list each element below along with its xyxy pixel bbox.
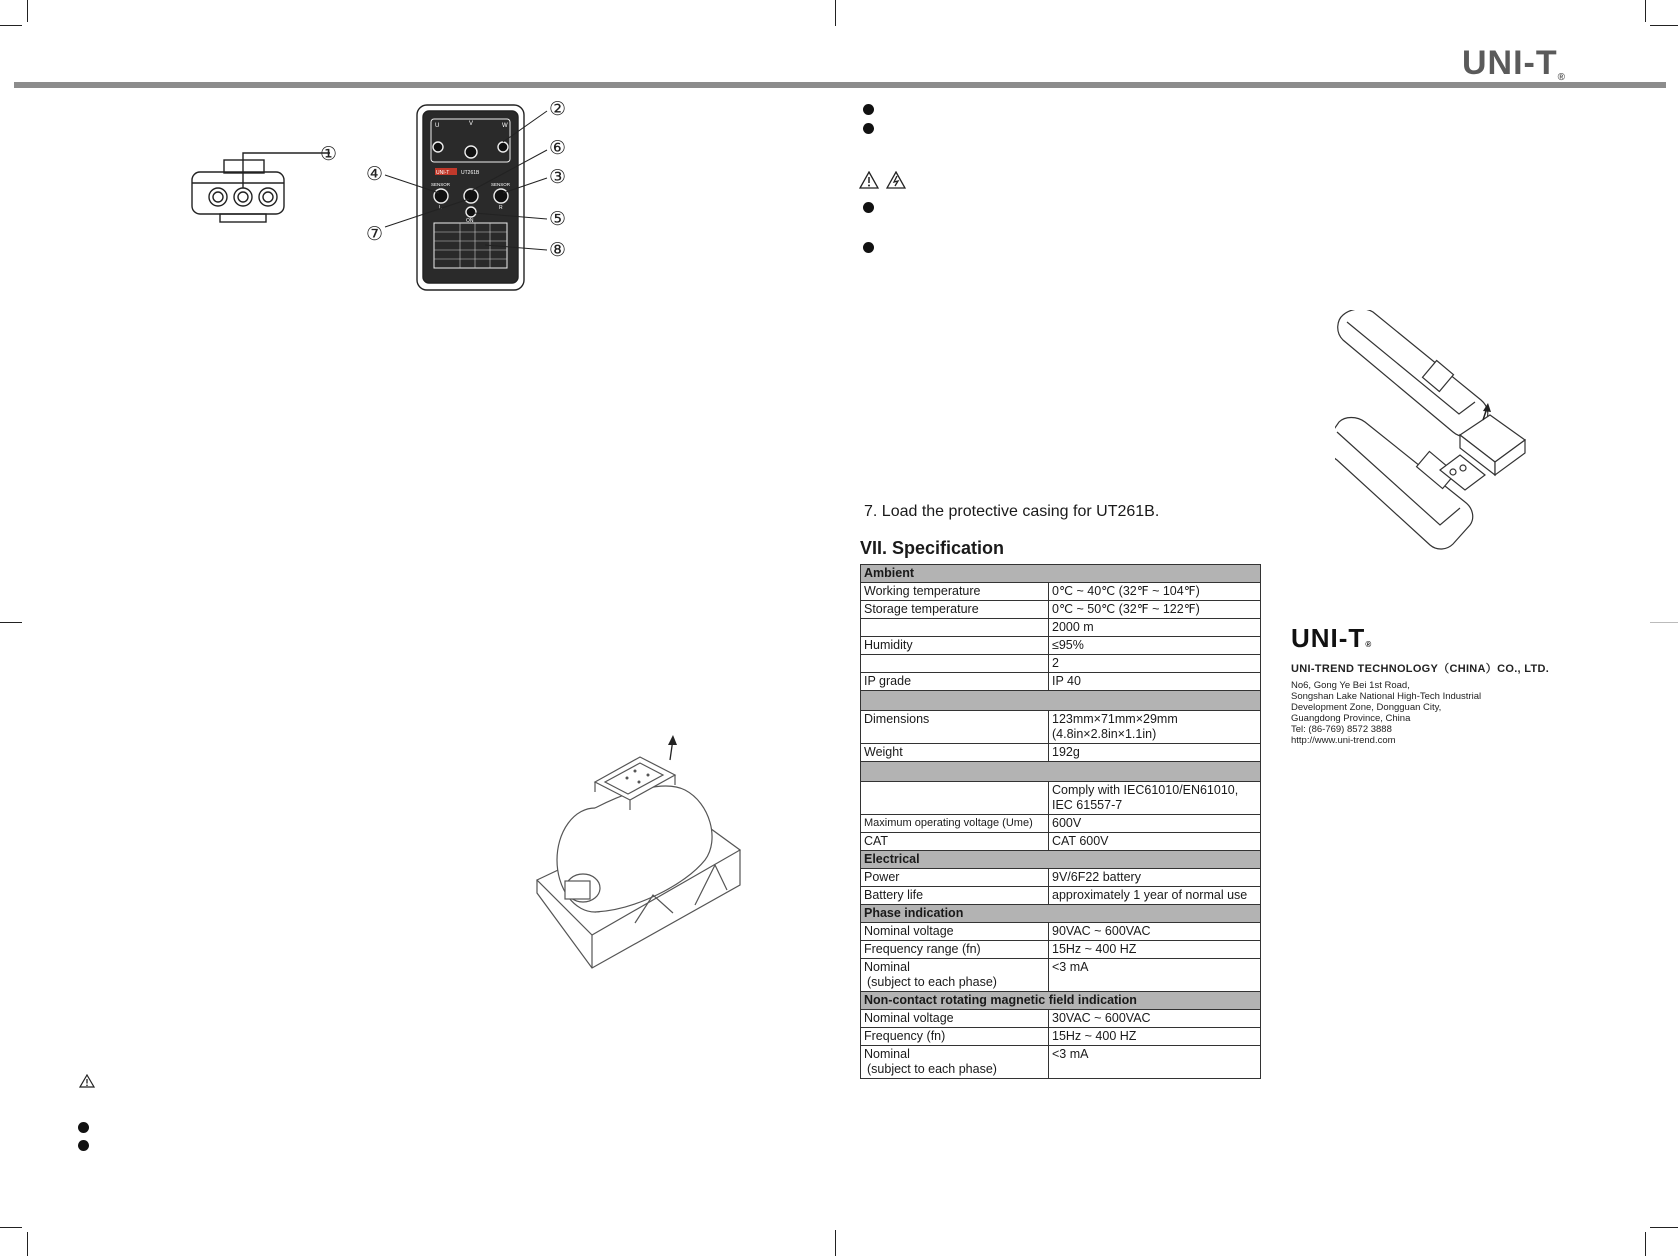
spec-label-text: IP grade	[864, 674, 912, 688]
svg-text:W: W	[502, 123, 508, 129]
spec-section-label: Phase indication	[861, 905, 1261, 923]
spec-value	[1049, 673, 1261, 691]
spec-value-text: 123mm×71mm×29mm	[1052, 712, 1178, 726]
crop-mark	[835, 0, 836, 26]
spec-value-text: approximately 1 year of normal use	[1052, 888, 1248, 902]
spec-value	[1049, 815, 1261, 833]
spec-section-header	[861, 905, 1261, 923]
spec-value-text: 2	[1052, 656, 1059, 670]
callout-1: ①	[320, 144, 338, 165]
crop-mark	[1650, 622, 1678, 623]
crop-mark	[27, 1232, 28, 1256]
callout-3: ③	[549, 167, 567, 188]
address-line: Development Zone, Dongguan City,	[1291, 702, 1442, 713]
company-info	[1291, 625, 1549, 746]
spec-table	[860, 564, 1261, 1079]
spec-value-text: 192g	[1052, 745, 1080, 759]
address-line: http://www.uni-trend.com	[1291, 735, 1396, 746]
spec-label-text: Nominal voltage	[864, 924, 954, 938]
spec-label-text: Maximum operating voltage (Ume)	[864, 817, 1033, 829]
crop-mark	[1645, 1232, 1646, 1256]
spec-label-text: Humidity	[864, 638, 913, 652]
spec-row	[861, 711, 1261, 744]
spec-label	[861, 923, 1049, 941]
spec-section-header	[861, 851, 1261, 869]
spec-section-label	[861, 762, 1261, 782]
bullet-point	[863, 104, 874, 115]
spec-value-text: 30VAC ~ 600VAC	[1052, 1011, 1151, 1025]
spec-value	[1049, 637, 1261, 655]
crop-mark	[27, 0, 28, 22]
spec-row	[861, 1010, 1261, 1028]
bullet-point	[78, 1122, 89, 1133]
svg-text:SENSOR: SENSOR	[491, 182, 511, 187]
spec-value-text: 0℃ ~ 40℃ (32℉ ~ 104℉)	[1052, 584, 1200, 598]
bullet-point	[78, 1140, 89, 1151]
spec-value-text: 0℃ ~ 50℃ (32℉ ~ 122℉)	[1052, 602, 1200, 616]
spec-section-label	[861, 691, 1261, 711]
spec-row	[861, 601, 1261, 619]
crop-mark	[0, 25, 22, 26]
spec-value-text: 9V/6F22 battery	[1052, 870, 1141, 884]
spec-section-header	[861, 691, 1261, 711]
spec-value	[1049, 959, 1261, 992]
warning-icon	[79, 1074, 95, 1088]
spec-section-header	[861, 565, 1261, 583]
spec-section-label: Non-contact rotating magnetic field indication	[861, 992, 1261, 1010]
spec-label	[861, 655, 1049, 673]
callout-6: ⑥	[549, 138, 567, 159]
spec-title: VII. Specification	[860, 538, 1005, 558]
spec-row	[861, 1046, 1261, 1079]
spec-value	[1049, 1010, 1261, 1028]
header-rule	[14, 82, 1666, 88]
spec-row	[861, 1028, 1261, 1046]
svg-text:SENSOR: SENSOR	[431, 182, 451, 187]
svg-text:V: V	[469, 121, 474, 127]
spec-label-note: (subject to each phase)	[867, 975, 997, 989]
spec-value	[1049, 1046, 1261, 1079]
svg-text:U: U	[435, 123, 440, 129]
spec-label	[861, 1028, 1049, 1046]
device-diagram	[185, 95, 585, 295]
warning-icon	[859, 171, 879, 189]
callout-7: ⑦	[366, 224, 384, 245]
spec-label	[861, 1046, 1049, 1079]
spec-value	[1049, 655, 1261, 673]
spec-value-text: (4.8in×2.8in×1.1in)	[1052, 727, 1157, 741]
spec-label-text: Nominal voltage	[864, 1011, 954, 1025]
spec-row	[861, 887, 1261, 905]
spec-label-text: Frequency range (fn)	[864, 942, 981, 956]
svg-text:UNI-T: UNI-T	[436, 170, 450, 176]
spec-row	[861, 673, 1261, 691]
tester-front-panel	[417, 105, 524, 290]
procedure-step-7: 7. Load the protective casing for UT261B.	[864, 503, 1160, 520]
high-voltage-icon	[886, 171, 906, 189]
bullet-point	[863, 123, 874, 134]
crop-mark	[1650, 25, 1678, 26]
spec-label	[861, 601, 1049, 619]
spec-value-text: IEC 61557-7	[1052, 798, 1123, 812]
company-address	[1291, 680, 1549, 746]
spec-value-text: 90VAC ~ 600VAC	[1052, 924, 1151, 938]
address-line: No6, Gong Ye Bei 1st Road,	[1291, 680, 1410, 691]
spec-label	[861, 959, 1049, 992]
spec-row	[861, 619, 1261, 637]
spec-row	[861, 923, 1261, 941]
company-logo: UNI-T®	[1291, 623, 1373, 653]
brand-logo: UNI-T®	[1462, 44, 1567, 83]
bullet-point	[863, 202, 874, 213]
spec-value	[1049, 833, 1261, 851]
spec-value	[1049, 711, 1261, 744]
spec-section-header	[861, 992, 1261, 1010]
callout-4: ④	[366, 164, 384, 185]
spec-value-text: 2000 m	[1052, 620, 1094, 634]
tester-top-view	[192, 153, 330, 222]
spec-row	[861, 941, 1261, 959]
spec-value-text: <3 mA	[1052, 960, 1089, 974]
spec-value	[1049, 601, 1261, 619]
spec-value-text: <3 mA	[1052, 1047, 1089, 1061]
svg-text:L: L	[439, 205, 442, 211]
spec-label-text: Working temperature	[864, 584, 981, 598]
spec-value-text: 15Hz ~ 400 HZ	[1052, 1029, 1137, 1043]
spec-value-text: 15Hz ~ 400 HZ	[1052, 942, 1137, 956]
crop-mark	[0, 622, 22, 623]
spec-row	[861, 959, 1261, 992]
spec-label	[861, 887, 1049, 905]
spec-section-label: Electrical	[861, 851, 1261, 869]
spec-label	[861, 637, 1049, 655]
spec-label	[861, 1010, 1049, 1028]
spec-value	[1049, 619, 1261, 637]
crop-mark	[1645, 0, 1646, 22]
spec-row	[861, 744, 1261, 762]
crop-mark	[835, 1230, 836, 1256]
crop-mark	[1650, 1227, 1678, 1228]
spec-row	[861, 869, 1261, 887]
spec-label	[861, 583, 1049, 601]
spec-label	[861, 833, 1049, 851]
spec-label	[861, 711, 1049, 744]
spec-label	[861, 782, 1049, 815]
svg-text:ON: ON	[466, 218, 474, 224]
spec-value	[1049, 941, 1261, 959]
spec-label	[861, 619, 1049, 637]
spec-value	[1049, 887, 1261, 905]
spec-label-text: Nominal	[864, 1047, 910, 1061]
casing-illustration	[1335, 310, 1575, 555]
spec-label-text: Dimensions	[864, 712, 930, 726]
spec-value-text: IP 40	[1052, 674, 1081, 688]
spec-value-text: CAT 600V	[1052, 834, 1109, 848]
callout-5: ⑤	[549, 209, 567, 230]
spec-section-header	[861, 762, 1261, 782]
spec-value-text: ≤95%	[1052, 638, 1084, 652]
spec-row	[861, 637, 1261, 655]
spec-value-text: Comply with IEC61010/EN61010,	[1052, 783, 1239, 797]
spec-section-label: Ambient	[861, 565, 1261, 583]
bullet-point	[863, 242, 874, 253]
callout-8: ⑧	[549, 240, 567, 261]
spec-row	[861, 583, 1261, 601]
spec-label-text: Nominal	[864, 960, 910, 974]
spec-value	[1049, 782, 1261, 815]
spec-label-text: CAT	[864, 834, 889, 848]
address-line: Guangdong Province, China	[1291, 713, 1411, 724]
spec-label-note: (subject to each phase)	[867, 1062, 997, 1076]
spec-value	[1049, 583, 1261, 601]
motor-illustration	[535, 735, 745, 970]
spec-label	[861, 869, 1049, 887]
address-line: Songshan Lake National High-Tech Industrial	[1291, 691, 1482, 702]
spec-label-text: Storage temperature	[864, 602, 979, 616]
address-line: Tel: (86-769) 8572 3888	[1291, 724, 1392, 735]
spec-label-text: Power	[864, 870, 900, 884]
crop-mark	[0, 1227, 22, 1228]
spec-value	[1049, 744, 1261, 762]
spec-value	[1049, 923, 1261, 941]
spec-value	[1049, 1028, 1261, 1046]
svg-text:R: R	[499, 205, 503, 211]
spec-row	[861, 833, 1261, 851]
spec-label	[861, 673, 1049, 691]
spec-label	[861, 815, 1049, 833]
svg-text:UT261B: UT261B	[461, 170, 480, 176]
spec-row	[861, 655, 1261, 673]
callout-2: ②	[549, 99, 567, 120]
spec-label-text: Frequency (fn)	[864, 1029, 946, 1043]
spec-label	[861, 941, 1049, 959]
spec-row	[861, 782, 1261, 815]
spec-value-text: 600V	[1052, 816, 1082, 830]
spec-row	[861, 815, 1261, 833]
spec-value	[1049, 869, 1261, 887]
spec-label-text: Battery life	[864, 888, 924, 902]
spec-label-text: Weight	[864, 745, 903, 759]
spec-label	[861, 744, 1049, 762]
company-name: UNI-TREND TECHNOLOGY（CHINA）CO., LTD.	[1291, 663, 1550, 675]
